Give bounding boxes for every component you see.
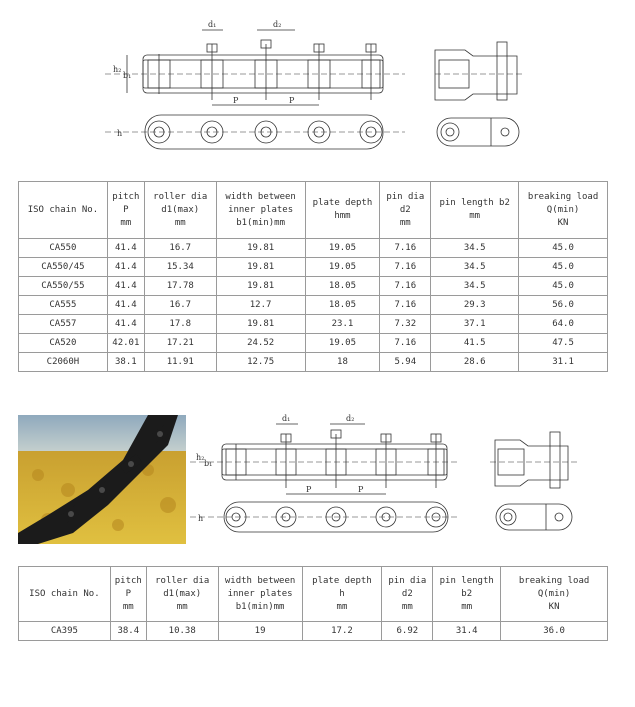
table-cell: 7.16 — [380, 334, 431, 353]
table-cell: 34.5 — [431, 258, 519, 277]
table-cell: 19.81 — [216, 277, 305, 296]
table2-header-cell: breaking load Q(min) KN — [501, 567, 608, 622]
table-cell: 12.75 — [216, 353, 305, 372]
table1-header-cell: pitch P mm — [107, 182, 144, 239]
table-cell: 41.4 — [107, 277, 144, 296]
table-cell: 19 — [218, 622, 302, 641]
table-row — [19, 239, 608, 258]
label-h2: h₂ — [113, 65, 122, 74]
label2-p2: P — [358, 485, 364, 494]
table-cell: 41.4 — [107, 315, 144, 334]
table-row — [19, 296, 608, 315]
table-cell: 28.6 — [431, 353, 519, 372]
label2-d2: d₂ — [346, 414, 355, 423]
table-cell: 12.7 — [216, 296, 305, 315]
table1-header-cell: pin dia d2 mm — [380, 182, 431, 239]
table2-header-cell: pin length b2 mm — [433, 567, 501, 622]
table-cell: 11.91 — [144, 353, 216, 372]
label2-h: h — [198, 514, 204, 523]
chain-number-cell: CA395 — [19, 622, 111, 641]
table-row — [19, 315, 608, 334]
chain-drawing-bottom — [190, 408, 590, 538]
label-h: h — [117, 129, 123, 138]
table2-header-cell: pin dia d2 mm — [382, 567, 433, 622]
chain-drawing-top — [105, 10, 535, 160]
table-cell: 17.21 — [144, 334, 216, 353]
end-view-2 — [490, 432, 580, 530]
table-cell: 18 — [305, 353, 380, 372]
chain-photo — [18, 415, 186, 544]
chain-photo-image — [18, 415, 186, 544]
table-cell: 17.2 — [302, 622, 382, 641]
table-cell: 7.16 — [380, 277, 431, 296]
table-cell: 37.1 — [431, 315, 519, 334]
label2-d1: d₁ — [282, 414, 291, 423]
chain-number-cell: CA520 — [19, 334, 108, 353]
end-view — [435, 42, 525, 146]
table1-body — [19, 239, 608, 372]
table1-header-cell: ISO chain No. — [19, 182, 108, 239]
table-cell: 7.16 — [380, 258, 431, 277]
table-cell: 15.34 — [144, 258, 216, 277]
table1-header-row — [19, 182, 608, 239]
table2-header-cell: width between inner plates b1(min)mm — [218, 567, 302, 622]
table-row — [19, 334, 608, 353]
table-cell: 10.38 — [146, 622, 218, 641]
table-cell: 17.8 — [144, 315, 216, 334]
label-d1: d₁ — [208, 20, 217, 29]
spec-table-1 — [18, 181, 608, 372]
label2-b1: b₁ — [204, 459, 213, 468]
table-cell: 41.4 — [107, 239, 144, 258]
chain-number-cell: C2060H — [19, 353, 108, 372]
table1-header-cell: pin length b2 mm — [431, 182, 519, 239]
table1-header-cell: breaking load Q(min) KN — [519, 182, 608, 239]
side-view-rollers — [148, 40, 380, 100]
chain-number-cell: CA550 — [19, 239, 108, 258]
chain-number-cell: CA557 — [19, 315, 108, 334]
table-cell: 31.4 — [433, 622, 501, 641]
table-cell: 45.0 — [519, 239, 608, 258]
table-cell: 24.52 — [216, 334, 305, 353]
table-cell: 18.05 — [305, 277, 380, 296]
label-p1: P — [233, 96, 239, 105]
table-cell: 45.0 — [519, 277, 608, 296]
table-row — [19, 353, 608, 372]
table-cell: 19.81 — [216, 239, 305, 258]
label-b1: b₁ — [123, 71, 132, 80]
table2-header-cell: plate depth h mm — [302, 567, 382, 622]
table2-header-row — [19, 567, 608, 622]
label2-p1: P — [306, 485, 312, 494]
table2-header-cell: roller dia d1(max) mm — [146, 567, 218, 622]
table-cell: 41.4 — [107, 258, 144, 277]
table-cell: 7.16 — [380, 239, 431, 258]
table-cell: 19.05 — [305, 334, 380, 353]
table-cell: 34.5 — [431, 239, 519, 258]
chain-number-cell: CA555 — [19, 296, 108, 315]
side-view-rollers-2 — [226, 430, 444, 488]
label-d2: d₂ — [273, 20, 282, 29]
chain-number-cell: CA550/45 — [19, 258, 108, 277]
table-cell: 17.78 — [144, 277, 216, 296]
table-row — [19, 622, 608, 641]
table-cell: 45.0 — [519, 258, 608, 277]
table2-header-cell: pitch P mm — [110, 567, 146, 622]
table-cell: 7.16 — [380, 296, 431, 315]
table-cell: 6.92 — [382, 622, 433, 641]
table-cell: 18.05 — [305, 296, 380, 315]
table1-header-cell: plate depth hmm — [305, 182, 380, 239]
table-cell: 42.01 — [107, 334, 144, 353]
chain-number-cell: CA550/55 — [19, 277, 108, 296]
label-p2: P — [289, 96, 295, 105]
table-cell: 38.4 — [110, 622, 146, 641]
table-row — [19, 277, 608, 296]
table2-header-cell: ISO chain No. — [19, 567, 111, 622]
table-row — [19, 258, 608, 277]
table-cell: 38.1 — [107, 353, 144, 372]
table-cell: 16.7 — [144, 239, 216, 258]
table-cell: 47.5 — [519, 334, 608, 353]
label2-h2: h₂ — [196, 453, 205, 462]
table-cell: 16.7 — [144, 296, 216, 315]
table-cell: 5.94 — [380, 353, 431, 372]
table-cell: 41.5 — [431, 334, 519, 353]
table-cell: 56.0 — [519, 296, 608, 315]
table-cell: 29.3 — [431, 296, 519, 315]
table-cell: 19.81 — [216, 258, 305, 277]
table-cell: 19.05 — [305, 258, 380, 277]
table-cell: 19.81 — [216, 315, 305, 334]
table1-header-cell: width between inner plates b1(min)mm — [216, 182, 305, 239]
spec-table-2 — [18, 566, 608, 641]
table-cell: 31.1 — [519, 353, 608, 372]
table-cell: 19.05 — [305, 239, 380, 258]
table-cell: 7.32 — [380, 315, 431, 334]
table-cell: 34.5 — [431, 277, 519, 296]
table-cell: 23.1 — [305, 315, 380, 334]
table1-header-cell: roller dia d1(max) mm — [144, 182, 216, 239]
table-cell: 41.4 — [107, 296, 144, 315]
table-cell: 64.0 — [519, 315, 608, 334]
table-cell: 36.0 — [501, 622, 608, 641]
table2-body — [19, 622, 608, 641]
top-view-links — [148, 121, 382, 143]
